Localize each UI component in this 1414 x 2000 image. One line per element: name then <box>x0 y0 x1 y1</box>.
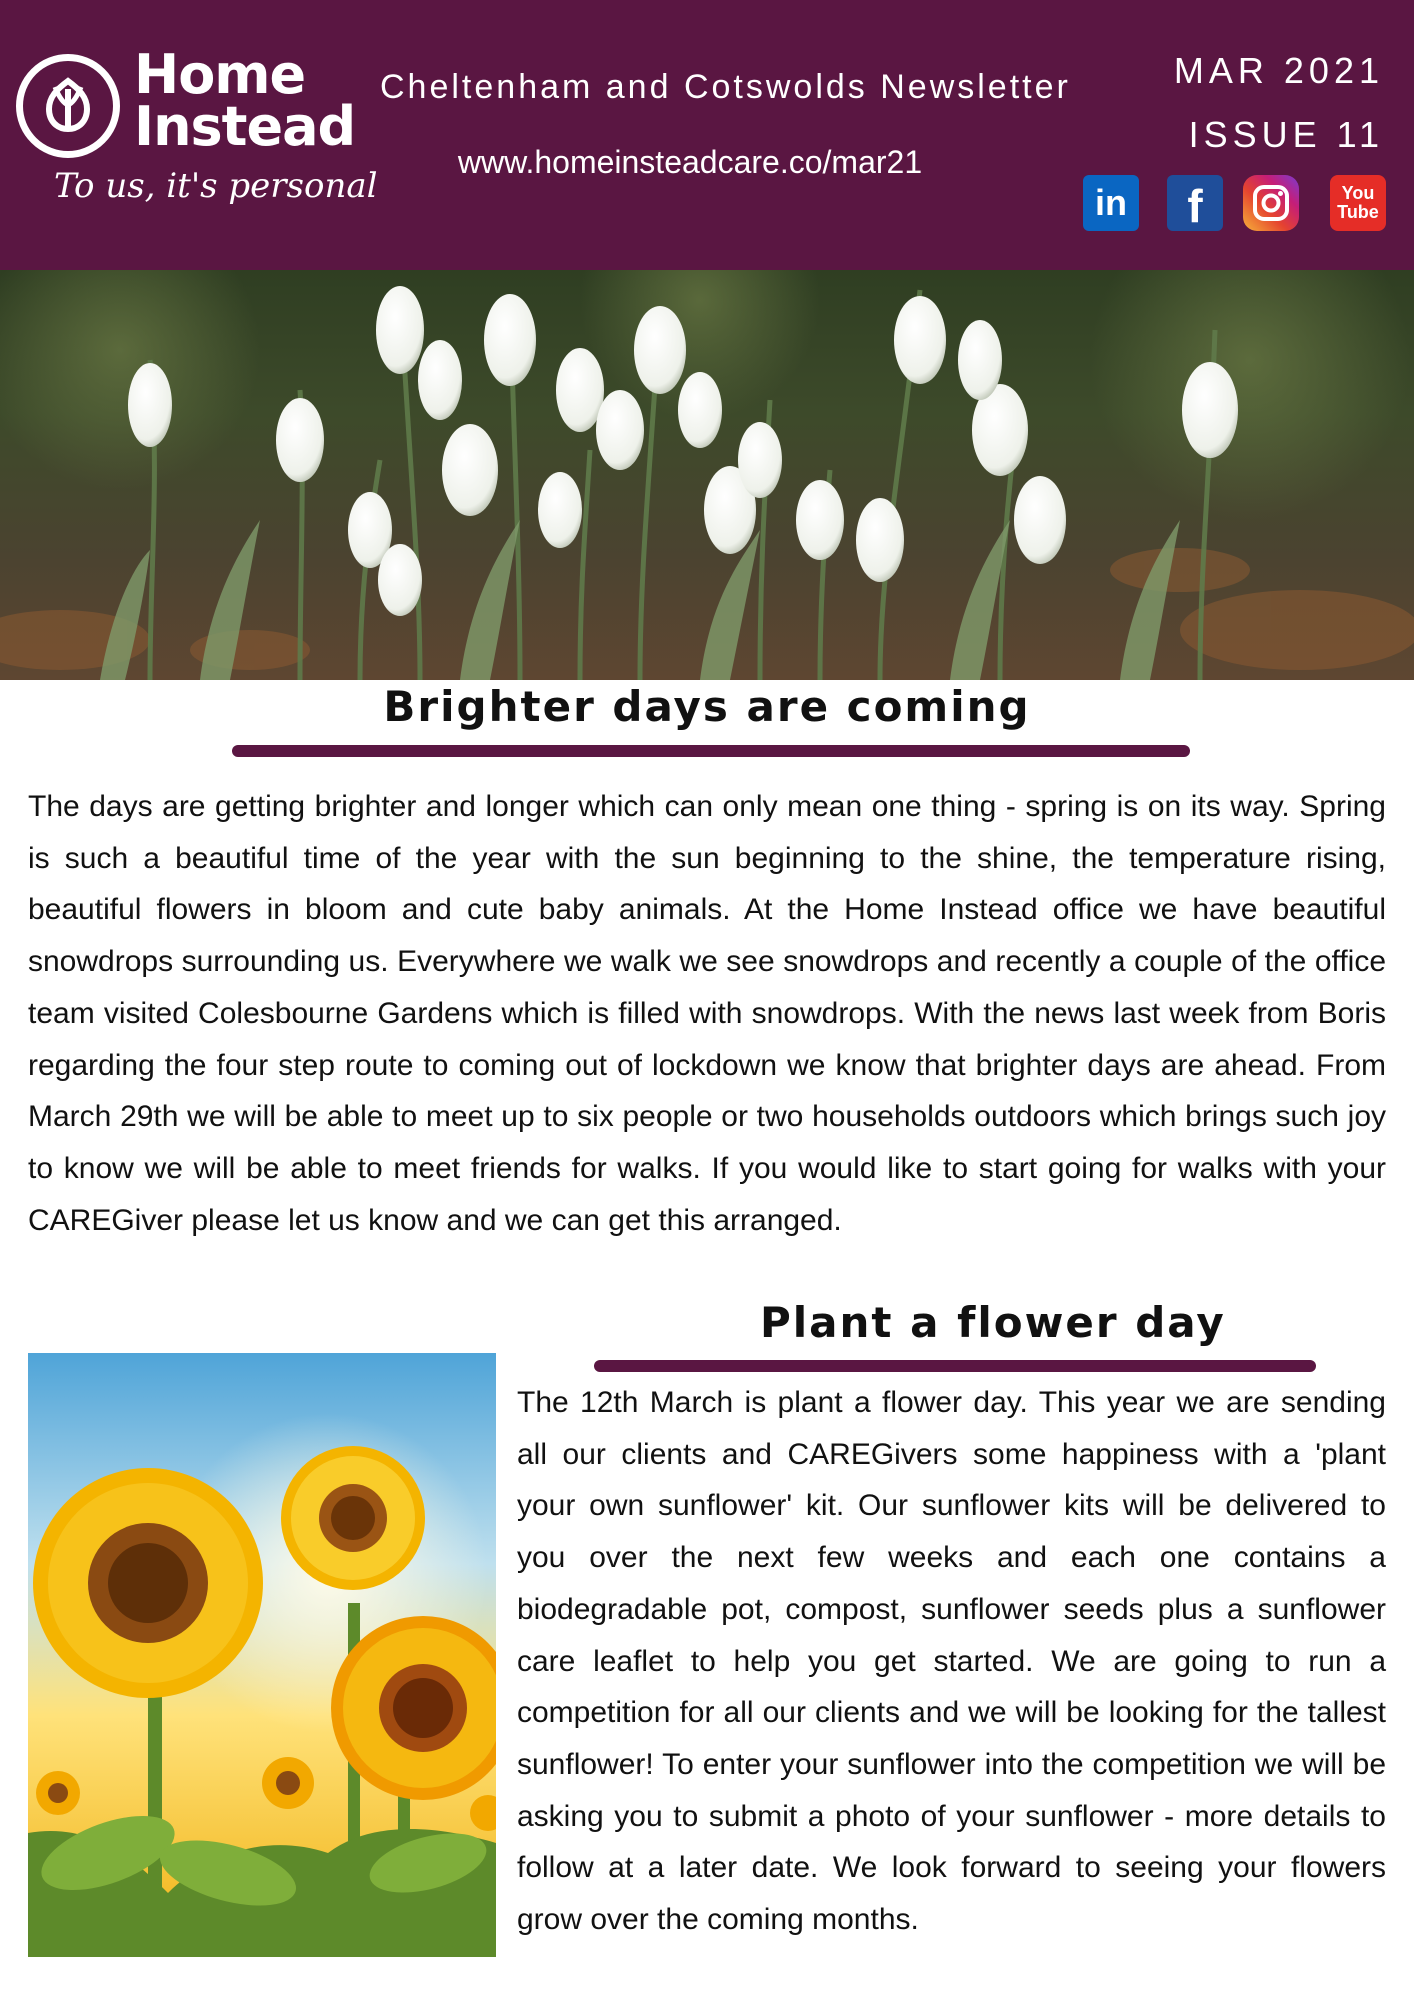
issue-number: ISSUE 11 <box>1188 114 1384 155</box>
newsletter-title: Cheltenham and Cotswolds Newsletter <box>380 68 1071 106</box>
section-body-brighter-days: The days are getting brighter and longer which can only mean one thing - spring is on its way. Spring is such a beautiful time of the year with the sun beginning to the shine, the temperature rising, beautiful flowers in bloom and cute baby animals. At the Home Instead office we have beautiful snowdrops surrounding us. Everywhere we walk we see snowdrops and recently a couple of the office team visited Colesbourne Gardens which is filled with snowdrops. With the news last week from Boris regarding the four step route to coming out of lockdown we know that brighter days are ahead. From March 29th we will be able to meet up to six people or two households outdoors which brings such joy to know we will be able to meet friends for walks. If you would like to start going for walks with your CAREGiver please let us know and we can get this arranged. <box>28 790 1386 1237</box>
section-body-plant-a-flower-day: The 12th March is plant a flower day. This year we are sending all our clients and CAREGivers some happiness with a 'plant your own sunflower' kit. Our sunflower kits will be delivered to you over the next few weeks and each one contains a biodegradable pot, compost, sunflower seeds plus a sunflower care leaflet to help you get started. We are going to run a competition for all our clients and we will be looking for the tallest sunflower! To enter your sunflower into the competition we will be asking you to submit a photo of your sunflower - more details to follow at a later date. We look forward to seeing your flowers grow over the coming months. <box>517 1386 1386 1937</box>
snowdrops-photo <box>0 270 1414 680</box>
facebook-label: f <box>1187 180 1203 232</box>
logo-brand-instead: Instead <box>134 95 356 158</box>
linkedin-icon[interactable] <box>1083 175 1139 231</box>
tulip-logo-icon <box>16 54 120 158</box>
section-title-plant-a-flower-day: Plant a flower day <box>760 1298 1226 1347</box>
section-title-brighter-days: Brighter days are coming <box>383 682 1031 731</box>
newsletter-url-link[interactable]: www.homeinsteadcare.co/mar21 <box>457 144 923 180</box>
logo-brand-home: Home <box>134 43 306 106</box>
instagram-icon[interactable] <box>1243 175 1299 231</box>
youtube-icon[interactable] <box>1330 175 1386 231</box>
linkedin-label: in <box>1095 182 1127 223</box>
title-underline-brush <box>594 1360 1316 1372</box>
youtube-label-you: You <box>1341 183 1375 203</box>
logo-tagline: To us, it's personal <box>54 166 378 206</box>
title-underline-brush <box>232 745 1190 757</box>
facebook-icon[interactable] <box>1167 175 1223 231</box>
youtube-label-tube: Tube <box>1337 202 1379 222</box>
home-instead-logo[interactable] <box>16 43 378 230</box>
issue-date: MAR 2021 <box>1173 50 1384 91</box>
sunflowers-photo <box>28 1353 496 1957</box>
header-banner <box>0 0 1414 270</box>
